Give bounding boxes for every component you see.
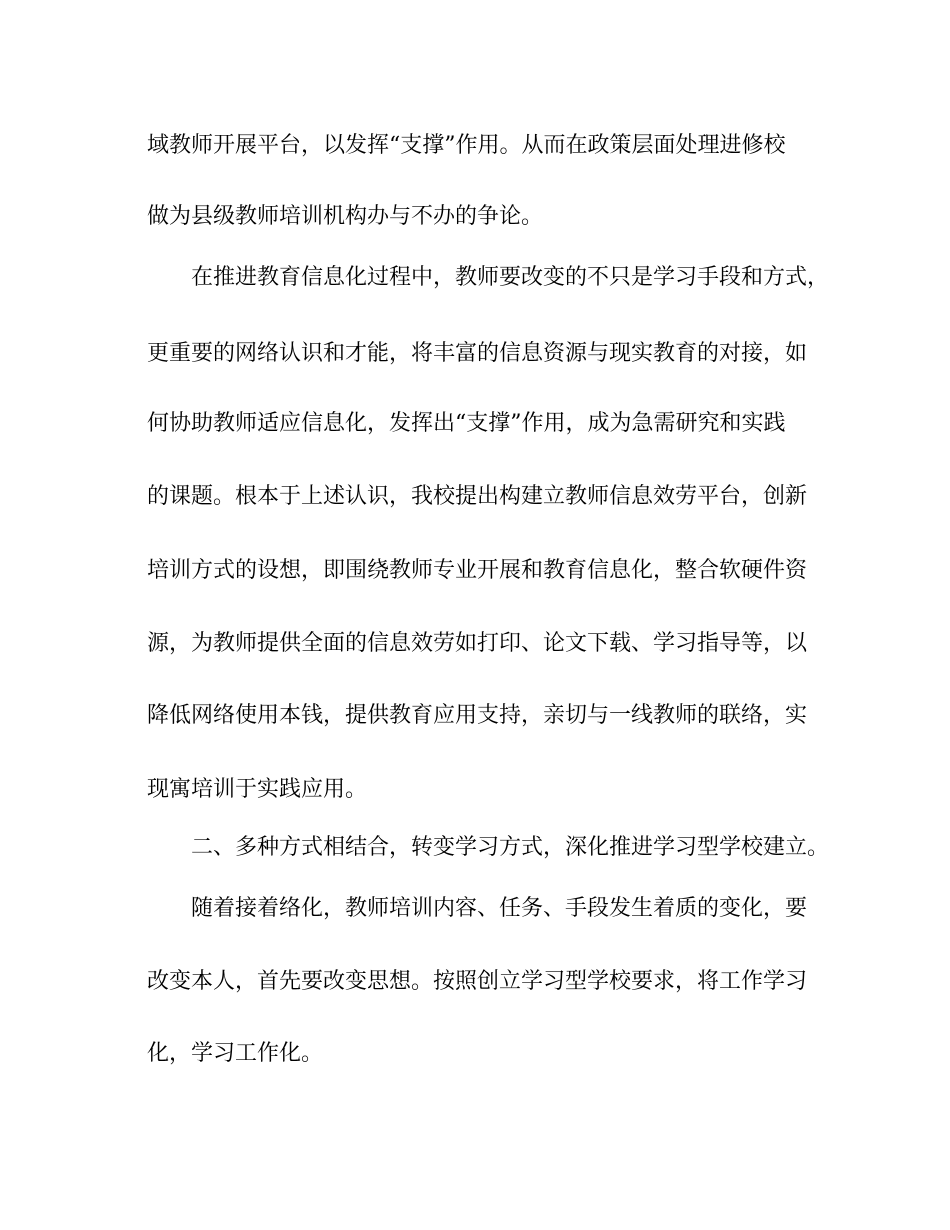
- paragraph-line: 的课题。根本于上述认识，我校提出构建立教师信息效劳平台，创新: [147, 484, 808, 509]
- paragraph-line: 现寓培训于实践应用。: [147, 777, 368, 802]
- section-heading: 二、多种方式相结合，转变学习方式，深化推进学习型学校建立。: [191, 835, 830, 860]
- paragraph-line: 何协助教师适应信息化，发挥出“支撑”作用，成为急需研究和实践: [147, 411, 786, 436]
- paragraph-line: 更重要的网络认识和才能，将丰富的信息资源与现实教育的对接，如: [147, 341, 808, 366]
- paragraph-line: 源，为教师提供全面的信息效劳如打印、论文下载、学习指导等，以: [147, 631, 808, 656]
- paragraph-line: 随着接着络化，教师培训内容、任务、手段发生着质的变化，要: [191, 896, 808, 921]
- paragraph-line: 改变本人，首先要改变思想。按照创立学习型学校要求，将工作学习: [147, 969, 808, 994]
- paragraph-line: 做为县级教师培训机构办与不办的争论。: [147, 204, 544, 229]
- paragraph-line: 在推进教育信息化过程中，教师要改变的不只是学习手段和方式，: [191, 265, 830, 290]
- paragraph-line: 培训方式的设想，即围绕教师专业开展和教育信息化，整合软硬件资: [147, 558, 808, 583]
- paragraph-line: 化，学习工作化。: [147, 1041, 324, 1066]
- paragraph-line: 域教师开展平台，以发挥“支撑”作用。从而在政策层面处理进修校: [147, 133, 786, 158]
- paragraph-line: 降低网络使用本钱，提供教育应用支持，亲切与一线教师的联络，实: [147, 703, 808, 728]
